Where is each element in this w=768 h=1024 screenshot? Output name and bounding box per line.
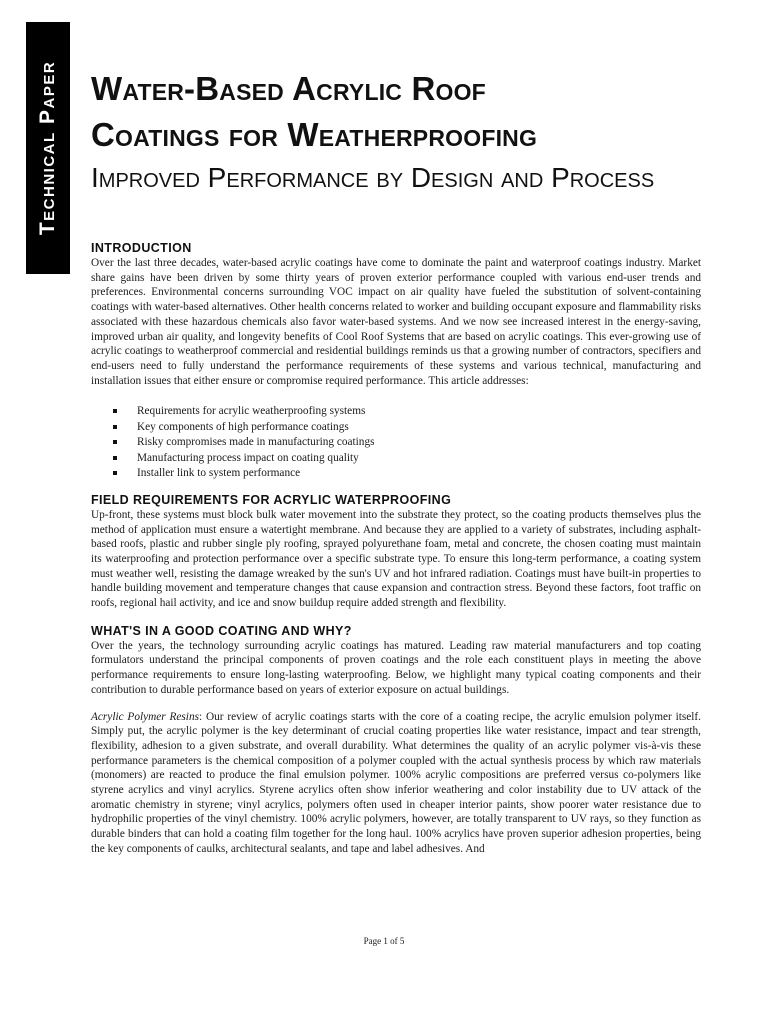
field-requirements-heading: FIELD REQUIREMENTS FOR ACRYLIC WATERPROOFING bbox=[91, 492, 452, 507]
list-item: Key components of high performance coatings bbox=[113, 420, 701, 436]
list-item: Requirements for acrylic weatherproofing systems bbox=[113, 404, 701, 420]
acrylic-resins-label: Acrylic Polymer Resins bbox=[91, 710, 199, 723]
good-coating-paragraph: Over the years, the technology surrounding acrylic coatings has matured. Leading raw material manufacturers and top coating formulators understand the principal components of proven coatings and the role each constituent plays in meeting the above performance requirements to ensure long-lasting waterproofing. Below, we highlight many typical coating components and their contribution to durable performance based on years of exterior exposure on actual buildings. bbox=[91, 639, 701, 696]
topics-list bbox=[113, 404, 701, 482]
title-line-2: Coatings for Weatherproofing bbox=[91, 116, 538, 153]
intro-heading: INTRODUCTION bbox=[91, 241, 192, 255]
good-coating-heading: WHAT'S IN A GOOD COATING AND WHY? bbox=[91, 623, 352, 638]
acrylic-resins-text: : Our review of acrylic coatings starts with the core of a coating recipe, the acrylic emulsion polymer itself. Simply put, the acrylic polymer is the key determinant of crucial coating properties like water resistance, impact and tear strength, flexibility, adhesion to a given substrate, and overall durability. What determines the quality of an acrylic polymer vis-à-vis these performance parameters is the chemical composition of a polymer coupled with the actual synthesis process by which raw materials (monomers) are reacted to produce the final emulsion polymer. 100% acrylic compositions are preferred versus co-polymers like styrene acrylics and vinyl acrylics. Styrene acrylics often show inferior weathering and color instability due to UV attack of the aromatic chemistry in styrene; vinyl acrylics, polymers often used in cheaper interior paints, show poorer water resistance due to hydrophilic properties of the vinyl chemistry. 100% acrylic polymers, however, are totally transparent to UV rays, so they function as durable binders that can hold a coating film together for the long haul. 100% acrylics have proven superior adhesion properties, being the key components of caulks, architectural sealants, and tape and label adhesives. And bbox=[91, 710, 701, 855]
article-body bbox=[91, 240, 701, 857]
acrylic-resins-paragraph bbox=[91, 710, 701, 857]
technical-paper-label: Technical Paper bbox=[36, 60, 59, 236]
field-requirements-paragraph: Up-front, these systems must block bulk water movement into the substrate they protect, so the coating products themselves plus the method of application must ensure a watertight membrane. And because they are applied to a variety of substrates, including asphalt-based roofs, plastic and rubber single ply roofing, sprayed polyurethane foam, metal and concrete, the chosen coating must maintain its waterproofing and protection performance over a specific substrate type. To ensure this long-term performance, a coating system must weather well, resisting the damage wreaked by the sun's UV and hot infrared radiation. Coatings must have built-in properties to handle building movement and temperature changes that cause expansion and contraction stress. Beyond these factors, foot traffic on roofs, regional hail activity, and ice and snow buildup require added strength and flexibility. bbox=[91, 508, 701, 610]
title-line-1: Water-Based Acrylic Roof bbox=[91, 70, 486, 107]
list-item: Manufacturing process impact on coating quality bbox=[113, 451, 701, 467]
list-item: Installer link to system performance bbox=[113, 466, 701, 482]
intro-paragraph: Over the last three decades, water-based acrylic coatings have come to dominate the paint and waterproof coatings industry. Market share gains have been driven by some thirty years of proven exterior performance coupled with various end-user trends and preferences. Environmental concerns surrounding VOC impact on air quality have fueled the substitution of solvent-containing coatings with water-based alternatives. Other health concerns related to worker and building occupant exposure and flammability risks associated with these hazardous chemicals also favor water-based systems. And we now see increased interest in the energy-saving, improved urban air quality, and longevity benefits of Cool Roof Systems that are based on acrylic coatings. This ever-growing use of acrylic coatings to weatherproof commercial and residential buildings reminds us that a growing number of contractors, specifiers and end-users need to fully understand the performance requirements of these systems and various technical, manufacturing and installation issues that either ensure or compromise required performance. This article addresses: bbox=[91, 257, 701, 387]
page-number: Page 1 of 5 bbox=[363, 936, 405, 946]
technical-paper-tab bbox=[26, 22, 70, 274]
list-item: Risky compromises made in manufacturing coatings bbox=[113, 435, 701, 451]
subtitle: Improved Performance by Design and Process bbox=[91, 162, 655, 193]
